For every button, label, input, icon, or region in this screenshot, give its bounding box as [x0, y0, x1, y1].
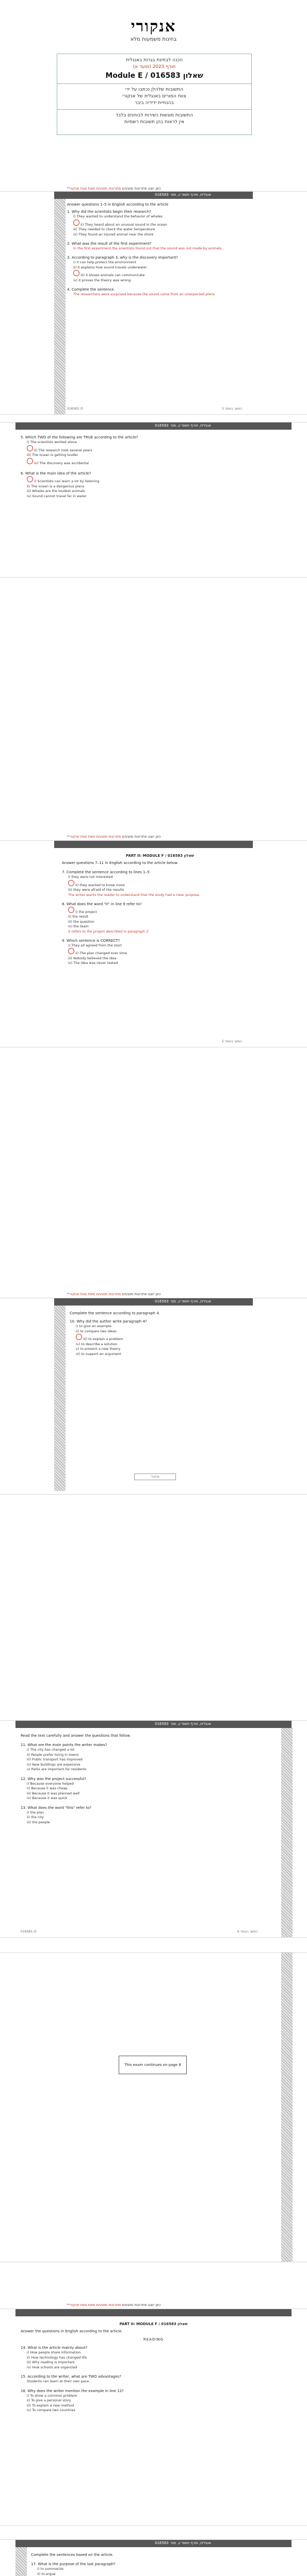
q8-option-3: iii) the question [68, 919, 94, 924]
page-1-top-bar [54, 192, 253, 199]
part-2b-title: PART II: MODULE F / שאלון 016583 [119, 2322, 188, 2326]
q11-option-5: v) Parks are important for residents [27, 1767, 87, 1771]
question-7: 7. Complete the sentence according to lines 1–5. [62, 870, 151, 874]
answer-circle-icon [73, 270, 79, 276]
continue-note-box: This exam continues on page 8 [119, 2056, 187, 2074]
q16-option-2: ii) To give a personal story [27, 2398, 71, 2402]
q9-option-4: iv) The idea was never tested [68, 961, 118, 965]
part-2-title: PART II: MODULE F / שאלון 016583 [125, 854, 195, 858]
exam-page-7 [0, 2309, 307, 2526]
page-4-top-bar [54, 1298, 253, 1306]
question-15: 15. According to the writer, what are TWO advantages? [21, 2375, 121, 2379]
question-11: 11. What are the main points the writer makes? [21, 1743, 107, 1747]
exam-module-line: Module E / שאלון 016583 [105, 72, 203, 80]
brand-logo [0, 18, 307, 42]
page-7-intro: Answer the questions in English according to the article. [21, 2329, 123, 2333]
question-6: 6. What is the main idea of the article? [21, 471, 91, 476]
q14-option-3: iii) Why reading is important [27, 2360, 75, 2364]
page-4-footer-logo: אנקורי [134, 1473, 176, 1480]
exam-session-line: חורף 2023 (מועד א) [133, 64, 176, 70]
q17-option-2: ii) to argue [37, 2571, 56, 2576]
exam-info-box [57, 54, 252, 135]
q10-option-3: iii) to explain a problem [70, 1334, 250, 1342]
page-1-intro: Answer questions 1–5 in English according to the article [67, 202, 169, 207]
q12-option-3: iii) Because it was planned well [27, 1791, 80, 1795]
page-3-top-bar [54, 841, 253, 848]
q1-option-3: iii) They needed to check the water temperature [73, 227, 155, 231]
page-7-top-bar [15, 2309, 292, 2316]
q17-option-1: i) to summarize [37, 2567, 64, 2571]
page-5-top-bar [15, 1721, 292, 1728]
question-2: 2. What was the result of the first experiment? [67, 242, 152, 246]
page-8-top-bar [15, 2540, 292, 2547]
question-4: 4. Complete the sentence. [67, 287, 115, 292]
q13-option-2: ii) the city [27, 1815, 44, 1819]
q1-option-1: i) They wanted to understand the behavior of whales [73, 214, 163, 218]
q15-answer: Students can learn at their own pace. [27, 2379, 90, 2383]
page-5-continue: המשך בעמוד 6 [237, 1930, 258, 1934]
page-2-title: אנגלית, חורף תשפ״ג, מס׳ 016583 [155, 423, 212, 428]
q7-option-1: i) they were not interested [68, 875, 113, 879]
page-4-side-strip [54, 1306, 66, 1491]
question-5: 5. Which TWO of the following are TRUE according to the article? [21, 435, 138, 439]
question-13: 13. What does the word "this" refer to? [21, 1805, 92, 1810]
page-5-side-strip [281, 1728, 293, 1937]
q5-option-2: ii) The research took several years [21, 445, 279, 453]
q11-option-1: i) The city has changed a lot [27, 1748, 75, 1752]
q2-answer-note: In the first experiment the scientists found out that the sound was not made by animals. [73, 246, 223, 250]
exam-page-4 [0, 1298, 307, 1494]
exam-page-6 [0, 1953, 307, 2262]
answer-circle-icon [68, 880, 74, 886]
page-1-side-strip [54, 199, 66, 414]
q1-option-2: ii) They heard about an unusual sound in the ocean [67, 219, 253, 228]
q10-option-1: i) to give an example [76, 1324, 111, 1328]
service-line: התשובות מוגשות כשירות לבוחנים בלבד [116, 113, 193, 118]
q16-option-1: i) To show a common problem [27, 2393, 77, 2398]
page-2-top-bar [15, 422, 292, 430]
q8-option-2: ii) the result [68, 914, 89, 919]
q8-option-1: i) the project [62, 907, 258, 915]
q9-option-2: ii) The plan changed over time [62, 948, 258, 956]
disclaimer-line: אין לראות בהן תשובות רשמיות [124, 120, 185, 125]
q10-option-4: iv) to describe a solution [76, 1342, 118, 1346]
q11-option-2: ii) People prefer living in towns [27, 1752, 79, 1757]
q11-option-3: iii) Public transport has improved [27, 1757, 83, 1761]
q9-option-1: i) They all agreed from the start [68, 943, 122, 947]
q6-option-4: iv) Sound cannot travel far in water [27, 494, 87, 498]
team-line: צוות המורים באנגלית של אנקורי [122, 94, 186, 99]
q13-option-3: iii) the people [27, 1820, 50, 1824]
q10-option-2: ii) to compare two ideas [76, 1329, 117, 1333]
q5-option-3: iii) The ocean is getting louder [27, 453, 78, 457]
q3-option-2: ii) it explains how sound travels underwater [73, 265, 147, 269]
exam-prep-line: הכנה לבחינת בגרות באנגלית [125, 58, 183, 63]
exam-page-2 [0, 422, 307, 577]
question-1: 1. Why did the scientists begin their research? [67, 210, 151, 214]
question-16: 16. Why does the writer mention the example in line 12? [21, 2388, 124, 2393]
notice-4: *כאן יוצגו פתרונות מוצעים פתרונות מוצעים מאת צוות אנקורי [67, 2303, 161, 2307]
notice-1: *כאן יוצגו פתרונות מוצעים פתרונות מוצעים מאת צוות אנקורי [67, 187, 161, 191]
q14-option-4: iv) How schools are organized [27, 2365, 77, 2369]
page-8-title: אנגלית, חורף תשפ״ג, מס׳ 016583 [155, 2541, 212, 2545]
q1-option-4: iv) They found an injured animal near the shore [73, 232, 154, 236]
q8-answer-note: It refers to the project described in paragraph 2. [68, 929, 150, 934]
exam-page-8 [0, 2540, 307, 2576]
q7-option-3: iii) they were afraid of the results [68, 888, 124, 892]
q12-option-2: ii) Because it was cheap [27, 1786, 68, 1790]
question-3: 3. According to paragraph 3, why is the discovery important? [67, 256, 178, 260]
page-8-intro: Complete the sentences based on the article. [31, 2553, 114, 2557]
answer-circle-icon [68, 907, 74, 913]
answer-circle-icon [76, 1334, 82, 1340]
page-5-footer: 016583 /5 [21, 1930, 37, 1934]
exam-page-1 [0, 192, 307, 414]
page-1-footer: 016583 /3 [67, 407, 83, 411]
exam-page-5 [0, 1721, 307, 1937]
notice-3: *כאן יוצגו פתרונות מוצעים פתרונות מוצעים מאת צוות אנקורי [67, 1292, 161, 1296]
notice-2: *כאן יוצגו פתרונות מוצעים פתרונות מוצעים מאת צוות אנקורי [67, 835, 161, 839]
q9-option-3: iii) Nobody believed the idea [68, 956, 117, 960]
q14-option-1: i) How people share information [27, 2350, 81, 2354]
page-3-intro: Answer questions 7–11 in English according to the article below. [62, 861, 179, 865]
q6-option-3: iii) Whales are the loudest animals [27, 489, 85, 493]
q8-option-4: iv) the team [68, 924, 89, 928]
question-9: 9. Which sentence is CORRECT? [62, 938, 120, 943]
q6-option-1: i) Scientists can learn a lot by listening [21, 476, 279, 484]
q12-option-4: iv) Because it was quick [27, 1796, 68, 1800]
answer-circle-icon [27, 458, 33, 464]
page-8-side-strip [15, 2547, 27, 2576]
q3-option-1: i) it can help protect the environment [73, 260, 137, 264]
page-4-intro: Complete the sentence according to paragraph 4. [70, 1311, 160, 1315]
question-14: 14. What is the article mainly about? [21, 2346, 88, 2350]
q5-option-1: i) The scientists worked alone [27, 440, 77, 444]
q10-option-5: v) to present a new theory [76, 1347, 121, 1351]
page-1-title: אנגלית, חורף תשפ״ג, מס׳ 016583 [155, 193, 212, 197]
page-5-intro: Read the text carefully and answer the questions that follow. [21, 1734, 131, 1738]
q16-option-3: iii) To explain a new method [27, 2403, 74, 2408]
question-12: 12. Why was the project successful? [21, 1776, 87, 1781]
page-4-title: אנגלית, חורף תשפ״ג, מס׳ 016583 [155, 1299, 212, 1303]
q13-option-1: i) the plan [27, 1810, 44, 1815]
q16-option-4: iv) To compare two countries [27, 2408, 75, 2412]
page-1-continue: המשך בעמוד 3 [222, 407, 243, 411]
page-3-continue: המשך בעמוד 5 [222, 1040, 243, 1043]
question-8: 8. What does the word "it" in line 9 refer to? [62, 902, 142, 906]
logo-text: אנקורי [131, 18, 176, 36]
question-10: 10. Why did the author write paragraph 4? [70, 1319, 147, 1324]
q3-option-3: iii) it shows animals can communicate [67, 270, 253, 278]
authors-line: התשובות שלהלן נכתבו על ידי [125, 87, 184, 92]
answer-circle-icon [27, 476, 33, 482]
q14-option-2: ii) How technology has changed life [27, 2355, 87, 2360]
q6-option-2: ii) The ocean is a dangerous place [27, 484, 85, 488]
answer-circle-icon [27, 445, 33, 451]
reading-section-label: READING [143, 2337, 164, 2342]
page-6-side-strip [281, 1953, 293, 2262]
q7-answer-note: The writer wants the reader to understand that the study had a clear purpose. [68, 892, 200, 897]
guidance-line: בהנחיית ידידיה ביבר [135, 100, 174, 106]
q11-option-4: iv) New buildings are expensive [27, 1762, 80, 1767]
q3-option-4: iv) it proves the theory was wrong [73, 278, 131, 282]
logo-subtitle: בחינות משמעות מלא [130, 37, 177, 42]
answer-circle-icon [68, 948, 74, 954]
q7-option-2: ii) they wanted to know more [62, 880, 258, 888]
q10-option-6: vi) to support an argument [76, 1351, 121, 1356]
exam-page-3 [0, 841, 307, 1047]
q4-answer-note: The researchers were surprised because the sound came from an unexpected place. [73, 292, 216, 296]
q5-option-4: iv) The discovery was accidental [21, 458, 279, 466]
question-17: 17. What is the purpose of the last paragraph? [31, 2562, 116, 2566]
page-5-title: אנגלית, חורף תשפ״ג, מס׳ 016583 [155, 1722, 212, 1726]
answer-circle-icon [73, 219, 79, 226]
q12-option-1: i) Because everyone helped [27, 1781, 74, 1786]
